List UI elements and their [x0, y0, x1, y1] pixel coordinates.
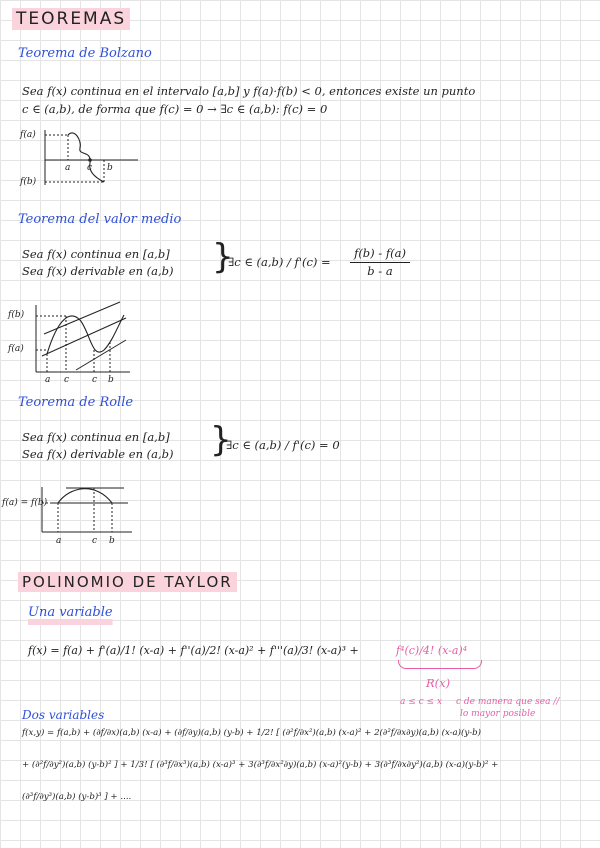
valor-medio-conclusion: ∃c ∈ (a,b) / f'(c) =: [228, 255, 331, 269]
rolle-y-label: f(a) = f(b): [2, 498, 48, 508]
rolle-line-2: Sea f(x) derivable en (a,b): [22, 447, 174, 461]
bolzano-title: Teorema de Bolzano: [18, 46, 152, 61]
taylor-remainder-brace: [398, 660, 482, 669]
bolzano-y-fb: f(b): [20, 177, 37, 187]
valor-medio-line-2: Sea f(x) derivable en (a,b): [22, 264, 174, 278]
taylor-una-label: Una variable: [28, 605, 113, 620]
rolle-x-a: a: [56, 536, 62, 546]
valor-medio-denominator: b - a: [367, 264, 393, 278]
section-heading-teoremas: TEOREMAS: [12, 8, 130, 30]
valor-medio-y-fa: f(a): [8, 344, 24, 354]
taylor-una-remainder: f⁴(c)/4! (x-a)⁴: [396, 644, 468, 657]
bolzano-x-b: b: [107, 163, 113, 173]
valor-medio-x-b: b: [108, 375, 114, 385]
taylor-una-formula: f(x) = f(a) + f'(a)/1! (x-a) + f''(a)/2! (x-a)² + f'''(a)/3! (x-a)³ +: [28, 644, 359, 657]
taylor-dos-line-3: (∂³f/∂y³)(a,b) (y-b)³ ] + ....: [22, 792, 132, 802]
taylor-note-2: lo mayor posible: [460, 709, 536, 719]
rolle-x-c: c: [92, 536, 98, 546]
taylor-r-label: R(x): [426, 676, 451, 690]
rolle-x-b: b: [109, 536, 115, 546]
rolle-line-1: Sea f(x) continua en [a,b]: [22, 430, 170, 444]
bolzano-x-c: c: [87, 163, 93, 173]
valor-medio-brace: }: [212, 237, 234, 277]
rolle-title: Teorema de Rolle: [18, 395, 134, 410]
valor-medio-y-fb: f(b): [8, 310, 25, 320]
rolle-conclusion: ∃c ∈ (a,b) / f'(c) = 0: [226, 438, 340, 452]
valor-medio-x-c2: c: [92, 375, 98, 385]
taylor-condition: a ≤ c ≤ x: [400, 697, 443, 707]
valor-medio-x-c1: c: [64, 375, 70, 385]
bolzano-y-fa: f(a): [20, 130, 36, 140]
taylor-dos-line-1: f(x,y) = f(a,b) + (∂f/∂x)(a,b) (x-a) + (∂f/∂y)(a,b) (y-b) + 1/2! [ (∂²f/∂x²)(a,b) (x-a)² + 2(∂²f/∂x∂y)(a,b) (x-a)(y-b): [22, 728, 481, 738]
taylor-dos-line-2: + (∂²f/∂y²)(a,b) (y-b)² ] + 1/3! [ (∂³f/∂x³)(a,b) (x-a)³ + 3(∂³f/∂x²∂y)(a,b) (x-a)²(y-b) + 3(∂³f/∂x∂y²)(a,b) (x-a)(y-b)² +: [22, 760, 499, 770]
valor-medio-title: Teorema del valor medio: [18, 212, 182, 227]
valor-medio-numerator: f(b) - f(a): [354, 246, 406, 260]
bolzano-line-2: c ∈ (a,b), de forma que f(c) = 0 → ∃c ∈ (a,b): f(c) = 0: [22, 102, 328, 116]
bolzano-x-a: a: [65, 163, 71, 173]
taylor-heading: POLINOMIO DE TAYLOR: [18, 572, 237, 592]
taylor-note-1: c de manera que sea //: [456, 697, 560, 707]
taylor-dos-label: Dos variables: [22, 708, 105, 722]
valor-medio-x-a: a: [45, 375, 51, 385]
rolle-brace: }: [210, 420, 232, 460]
bolzano-line-1: Sea f(x) continua en el intervalo [a,b] y f(a)·f(b) < 0, entonces existe un punto: [22, 84, 476, 98]
valor-medio-line-1: Sea f(x) continua en [a,b]: [22, 247, 170, 261]
